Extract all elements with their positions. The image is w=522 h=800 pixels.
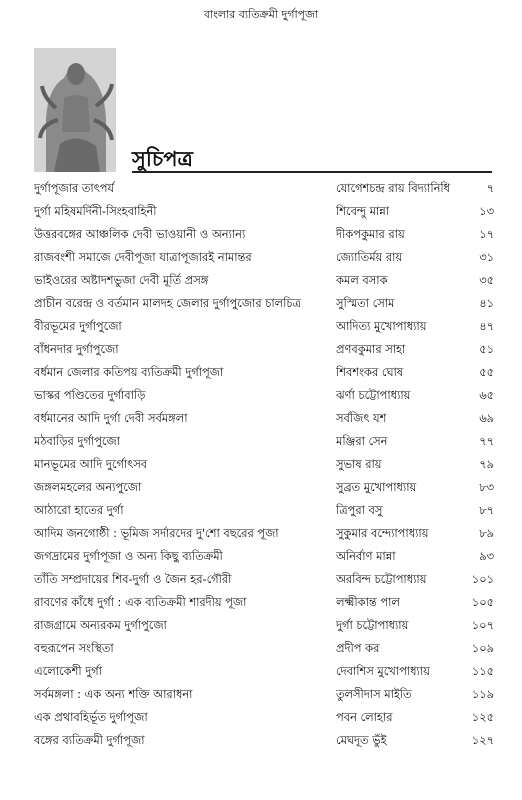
toc-entry xyxy=(34,293,494,316)
entry-title: বীরভূমের দুর্গাপুজো xyxy=(34,319,122,333)
entry-title: তাঁতি সম্প্রদায়ের শিব-দুর্গা ও জৈন হর-গৌরী xyxy=(34,572,232,586)
entry-page-number: ৪৭ xyxy=(479,319,494,333)
toc-entry xyxy=(34,638,494,661)
entry-title: আদিম জনগোষ্ঠী : ভূমিজ সর্দারদের দু'শো বছরের পূজা xyxy=(34,526,279,540)
entry-title: প্রাচীন বরেন্দ্র ও বর্তমান মালদহ জেলার দুর্গাপুজোর চালচিত্র xyxy=(34,296,301,310)
entry-page-number: ১৭ xyxy=(479,227,494,241)
toc-entry xyxy=(34,569,494,592)
entry-title: মঠবাড়ির দুর্গাপুজো xyxy=(34,434,120,448)
toc-entry xyxy=(34,362,494,385)
entry-title: বহুরূপেন সংস্থিতা xyxy=(34,641,114,655)
toc-entry xyxy=(34,339,494,362)
entry-author: প্রদীপ কর xyxy=(336,641,380,655)
entry-page-number: ১২৫ xyxy=(471,710,494,724)
entry-title: বর্ধমানের আদি দুর্গা দেবী সর্বমঙ্গলা xyxy=(34,411,188,425)
entry-author: কমল বসাক xyxy=(336,273,388,287)
entry-page-number: ৬৫ xyxy=(479,388,494,402)
toc-entry xyxy=(34,661,494,684)
entry-page-number: ৯৩ xyxy=(479,549,494,563)
toc-entry xyxy=(34,385,494,408)
entry-page-number: ৩১ xyxy=(479,250,494,264)
entry-page-number: ১০৫ xyxy=(471,595,494,609)
entry-author: যোগেশচন্দ্র রায় বিদ্যানিধি xyxy=(336,181,451,195)
entry-title: এক প্রথাবহির্ভূত দুর্গাপূজা xyxy=(34,710,148,724)
toc-entry xyxy=(34,477,494,500)
toc-entry xyxy=(34,408,494,431)
toc-entry xyxy=(34,730,494,753)
entry-author: ঝর্ণা চট্টোপাধ্যায় xyxy=(336,388,411,402)
entry-author: দেবাশিস মুখোপাধ্যায় xyxy=(336,664,430,678)
entry-title: রাবণের কাঁধে দুর্গা : এক ব্যতিক্রমী শারদীয় পূজা xyxy=(34,595,247,609)
entry-page-number: ৭ xyxy=(486,181,494,195)
entry-title: রাজগ্রামে অন্যরকম দুর্গাপুজো xyxy=(34,618,167,632)
toc-entry xyxy=(34,500,494,523)
entry-author: ত্রিপুরা বসু xyxy=(336,503,383,517)
entry-author: অরবিন্দ চট্টোপাধ্যায় xyxy=(336,572,427,586)
toc-entry xyxy=(34,316,494,339)
toc-entry xyxy=(34,707,494,730)
entry-page-number: ৪১ xyxy=(479,296,494,310)
entry-title: রাজবংশী সমাজে দেবীপূজা যাত্রাপূজারই নামান্তর xyxy=(34,250,252,264)
entry-author: লক্ষ্মীকান্ত পাল xyxy=(336,595,400,609)
entry-page-number: ৫১ xyxy=(479,342,494,356)
entry-author: পবন লোহার xyxy=(336,710,393,724)
entry-author: শিবশংকর ঘোষ xyxy=(336,365,404,379)
entry-author: শিবেন্দু মান্না xyxy=(336,204,390,218)
toc-entry xyxy=(34,431,494,454)
entry-author: সুব্রত মুখোপাধ্যায় xyxy=(336,480,417,494)
toc-entry xyxy=(34,592,494,615)
entry-page-number: ৮৭ xyxy=(479,503,494,517)
entry-title: ভাইওরের অষ্টাদশভুজা দেবী মূর্তি প্রসঙ্গ xyxy=(34,273,209,287)
entry-author: অনির্বাণ মান্না xyxy=(336,549,396,563)
entry-page-number: ১০৭ xyxy=(471,618,494,632)
entry-page-number: ১৩ xyxy=(479,204,494,218)
entry-author: সুস্মিতা সোম xyxy=(336,296,395,310)
entry-title: জগদ্রামের দুর্গাপূজা ও অন্য কিছু ব্যতিক্রমী xyxy=(34,549,223,563)
toc-entry xyxy=(34,684,494,707)
toc-title: সুচিপত্র xyxy=(132,147,193,171)
entry-page-number: ৮৯ xyxy=(479,526,494,540)
entry-title: মানভূমের আদি দুর্গোৎসব xyxy=(34,457,148,471)
running-header: বাংলার ব্যতিক্রমী দুর্গাপূজা xyxy=(203,8,319,21)
entry-title: এলোকেশী দুর্গা xyxy=(34,664,102,678)
entry-page-number: ১১৫ xyxy=(471,664,494,678)
durga-sculpture-graphic xyxy=(34,48,116,172)
toc-entry xyxy=(34,615,494,638)
entry-page-number: ১০১ xyxy=(471,572,494,586)
entry-page-number: ৬৯ xyxy=(479,411,494,425)
toc-entry xyxy=(34,546,494,569)
toc-entry xyxy=(34,201,494,224)
entry-title: উত্তরবঙ্গের আঞ্চলিক দেবী ভাওয়ানী ও অন্যান্য xyxy=(34,227,246,241)
entry-author: সুভাষ রায় xyxy=(336,457,382,471)
entry-title: বঙ্গের ব্যতিক্রমী দুর্গাপূজা xyxy=(34,733,145,747)
entry-title: জঙ্গলমহলের অন্যপুজো xyxy=(34,480,142,494)
entry-title: দুর্গা মহিষমর্দিনী-সিংহবাহিনী xyxy=(34,204,157,218)
entry-title: বর্ধমান জেলার কতিপয় ব্যতিক্রমী দুর্গাপূজা xyxy=(34,365,224,379)
entry-page-number: ৭৯ xyxy=(479,457,494,471)
durga-sculpture-image xyxy=(34,48,116,172)
entry-page-number: ১১৯ xyxy=(471,687,494,701)
entry-page-number: ৮৩ xyxy=(479,480,494,494)
entry-title: ভাস্কর পণ্ডিতের দুর্গাবাড়ি xyxy=(34,388,146,402)
entry-author: প্রণবকুমার সাহা xyxy=(336,342,406,356)
toc-entry xyxy=(34,454,494,477)
entry-author: দীকপকুমার রায় xyxy=(336,227,405,241)
entry-author: দুর্গা চট্টোপাধ্যায় xyxy=(336,618,409,632)
entry-author: তুলসীদাস মাইতি xyxy=(336,687,412,701)
entry-title: আঠারো হাতের দুর্গা xyxy=(34,503,124,517)
title-rule xyxy=(132,171,492,173)
entry-author: আদিত্য মুখোপাধ্যায় xyxy=(336,319,427,333)
entry-author: সর্বজিৎ যশ xyxy=(336,411,387,425)
toc-entries xyxy=(34,178,494,753)
entry-author: মেঘদূত ভুঁই xyxy=(336,733,387,747)
toc-entry xyxy=(34,523,494,546)
entry-author: জ্যোতির্ময় রায় xyxy=(336,250,403,264)
entry-author: মঞ্জিরা সেন xyxy=(336,434,388,448)
entry-author: সুকুমার বন্দ্যোপাধ্যায় xyxy=(336,526,429,540)
entry-page-number: ১২৭ xyxy=(471,733,494,747)
entry-page-number: ৭৭ xyxy=(479,434,494,448)
entry-title: দুর্গাপূজার তাৎপর্য xyxy=(34,181,115,195)
toc-entry xyxy=(34,178,494,201)
toc-entry xyxy=(34,224,494,247)
entry-page-number: ৫৫ xyxy=(479,365,494,379)
entry-title: সর্বমঙ্গলা : এক অন্য শক্তি আরাধনা xyxy=(34,687,193,701)
entry-title: বাঁধনদার দুর্গাপুজো xyxy=(34,342,119,356)
entry-page-number: ১০৯ xyxy=(471,641,494,655)
toc-entry xyxy=(34,247,494,270)
toc-entry xyxy=(34,270,494,293)
entry-page-number: ৩৫ xyxy=(479,273,494,287)
